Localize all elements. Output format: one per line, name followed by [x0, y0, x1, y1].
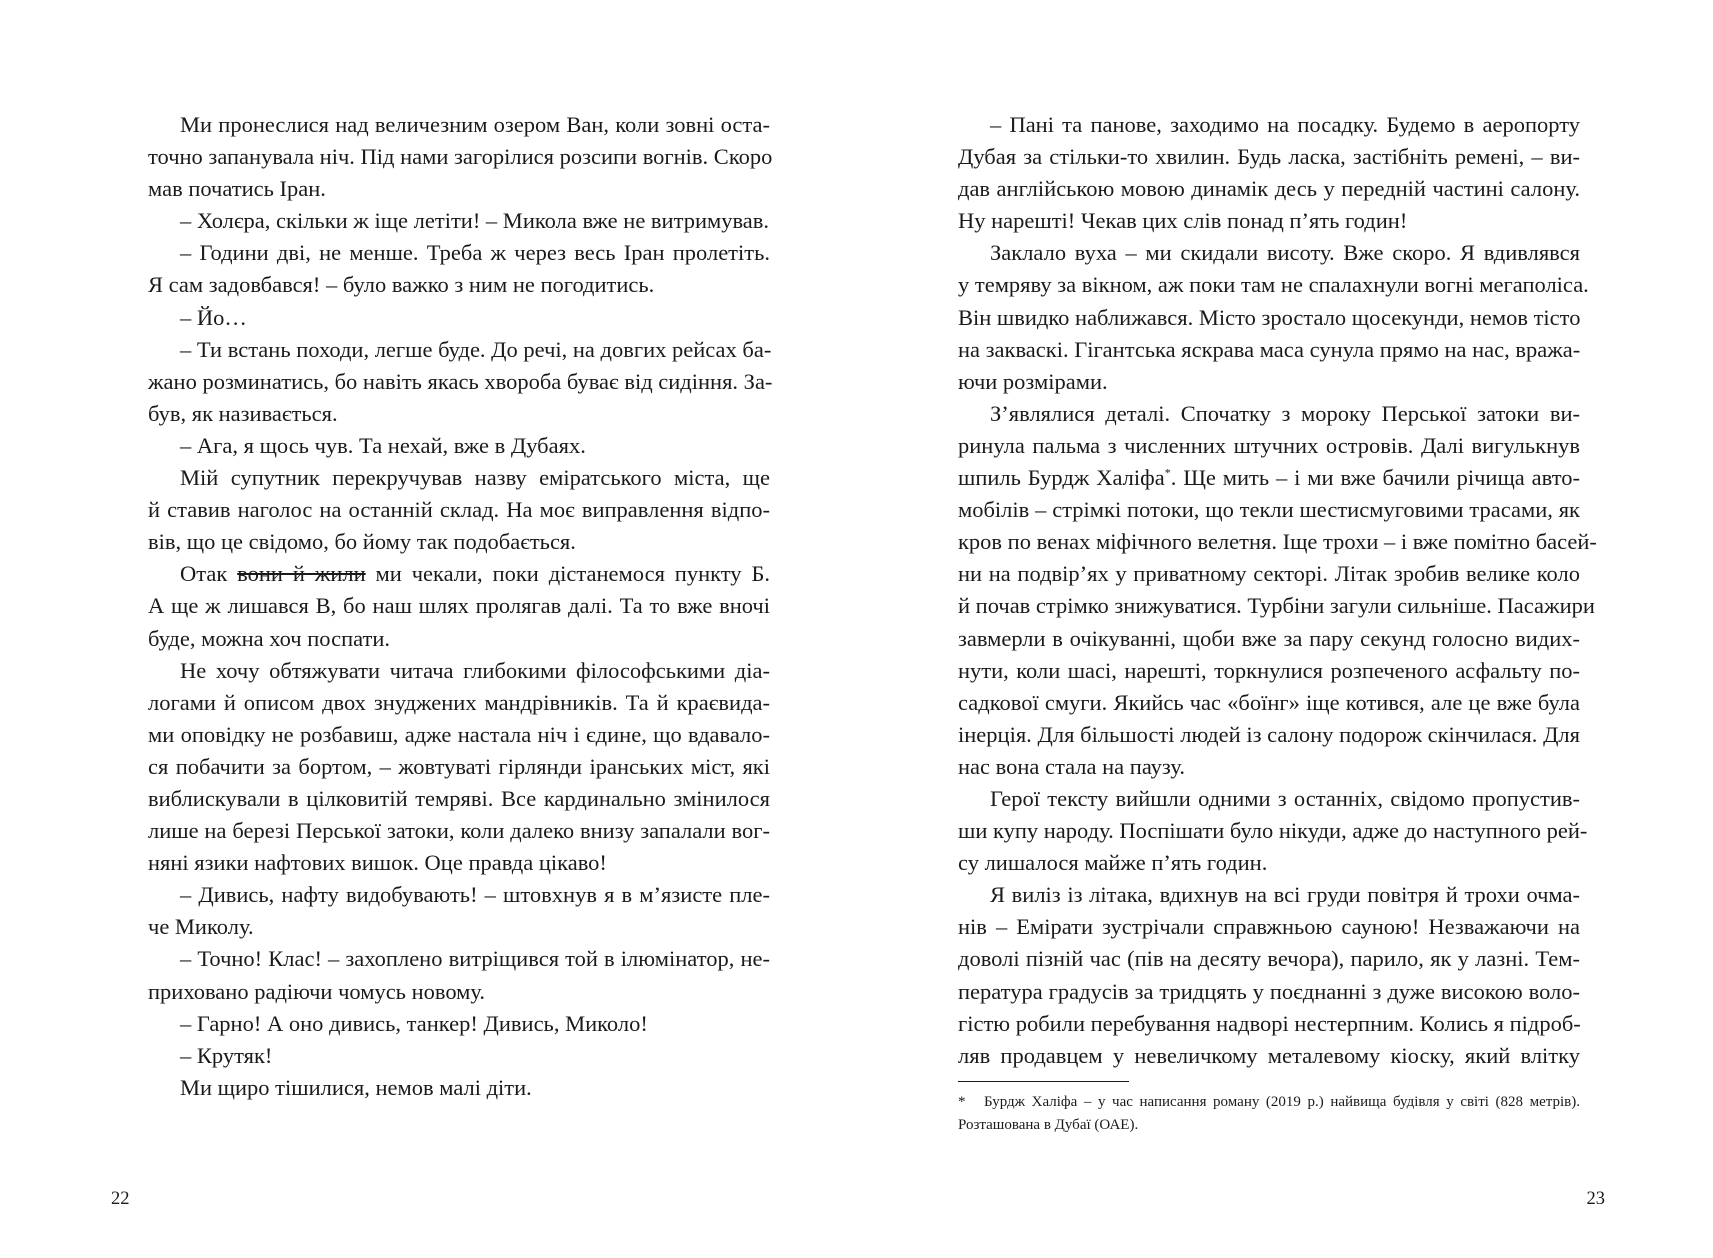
text-line: Не хочу обтяжувати читача глибокими філософськими діа-	[180, 657, 770, 683]
text-line: – Години дві, не менше. Треба ж через весь Іран пролетіть.	[180, 240, 770, 266]
footnote-marker: *	[958, 1094, 966, 1110]
line-text-before: шпиль Бурдж Халіфа	[958, 465, 1165, 491]
text-line: ся побачити за бортом, – жовтуваті гірлянди іранських міст, які	[148, 753, 770, 779]
page-number: 23	[1586, 1189, 1605, 1209]
text-line: пература градусів за тридцять у поєднанні з дуже високою воло-	[958, 978, 1580, 1004]
text-line: буде, можна хоч поспати.	[148, 625, 391, 651]
right-page-text	[958, 109, 1597, 1072]
text-line: у темряву за вікном, аж поки там не спалахнули вогні мегаполіса.	[958, 272, 1589, 298]
text-line: інерція. Для більшості людей із салону подорож скінчилася. Для	[958, 721, 1580, 747]
text-line: Ми щиро тішилися, немов малі діти.	[180, 1074, 532, 1100]
text-line: Герої тексту вийшли одними з останніх, свідомо пропустив-	[990, 785, 1580, 811]
struck-text: вони й жили	[237, 561, 366, 587]
text-line: був, як називається.	[148, 400, 338, 426]
text-line: й почав стрімко знижуватися. Турбіни загули сильніше. Пасажири	[958, 593, 1595, 619]
text-line: мав початись Іран.	[148, 176, 326, 202]
text-line: приховано радіючи чомусь новому.	[148, 978, 486, 1004]
text-line: З’являлися деталі. Спочатку з мороку Перської затоки ви-	[990, 400, 1580, 426]
footnote-text: Бурдж Халіфа – у час написання роману (2019 р.) найвища будівля у світі (828 метрів).	[984, 1094, 1580, 1110]
text-line: су лишалося майже п’ять годин.	[958, 850, 1268, 876]
page-number: 22	[111, 1189, 130, 1209]
text-line: Ми пронеслися над величезним озером Ван, коли зовні оста-	[180, 112, 770, 137]
text-line: доволі пізній час (пів на десяту вечора), парило, як у лазні. Тем-	[958, 946, 1580, 972]
text-line: садкової смуги. Якийсь час «боїнг» іще котився, але це вже була	[958, 689, 1580, 715]
text-line: гістю робили перебування надворі нестерпним. Колись я підроб-	[958, 1010, 1581, 1036]
left-page-text	[148, 109, 773, 1104]
text-line: – Гарно! А оно дивись, танкер! Дивись, Миколо!	[180, 1010, 648, 1036]
text-line: ляв продавцем у невеличкому металевому кіоску, який влітку	[958, 1042, 1580, 1068]
text-line: нути, коли шасі, нарешті, торкнулися розпеченого асфальту по-	[958, 657, 1580, 683]
text-line: виблискували в цілковитій темряві. Все кардинально змінилося	[148, 785, 770, 811]
text-line: Я сам задовбався! – було важко з ним не погодитись.	[148, 272, 655, 298]
text-line: Він швидко наближався. Місто зростало щосекунди, немов тісто	[958, 304, 1581, 330]
text-line: на закваскі. Гігантська яскрава маса сунула прямо на нас, вража-	[958, 336, 1581, 362]
text-line: – Йо…	[180, 304, 247, 330]
text-line: лише на березі Перської затоки, коли далеко внизу запалали вог-	[148, 818, 770, 844]
text-line: Ну нарешті! Чекав цих слів понад п’ять годин!	[958, 208, 1408, 234]
text-line: – Холєра, скільки ж іще летіти! – Микола вже не витримував.	[180, 208, 770, 234]
text-line: логами й описом двох знуджених мандрівників. Та й краєвида-	[148, 689, 770, 715]
text-line: мобілів – стрімкі потоки, що текли шестисмуговими трасами, як	[958, 497, 1580, 523]
text-line: завмерли в очікуванні, щоби вже за пару секунд голосно видих-	[958, 625, 1580, 651]
text-line: А ще ж лишався В, бо наш шлях пролягав далі. Та то вже вночі	[148, 593, 770, 619]
left-page	[0, 0, 856, 1258]
text-line-with-footnote-ref	[958, 462, 1580, 494]
footnote-line	[958, 1091, 1580, 1114]
text-line: – Ти встань походи, легше буде. До речі, на довгих рейсах ба-	[180, 336, 772, 362]
text-line: – Точно! Клас! – захоплено витріщився той в ілюмінатор, не-	[180, 946, 770, 972]
line-text-after: ми чекали, поки дістанемося пункту Б.	[365, 561, 770, 587]
text-line-with-strikethrough	[148, 558, 770, 590]
text-line: че Миколу.	[148, 914, 254, 940]
text-line: ни на подвір’ях у приватному секторі. Літак зробив велике коло	[958, 561, 1580, 587]
right-page	[857, 0, 1713, 1258]
text-line: – Крутяк!	[180, 1042, 273, 1068]
text-line: – Дивись, нафту видобувають! – штовхнув я в м’язисте пле-	[180, 882, 770, 908]
text-line: Дубая за стільки-то хвилин. Будь ласка, застібніть ремені, – ви-	[958, 144, 1580, 170]
text-line: ринула пальма з численних штучних островів. Далі вигулькнув	[958, 432, 1580, 458]
footnote-reference[interactable]: *	[1164, 465, 1171, 480]
text-line: ши купу народу. Поспішати було нікуди, адже до наступного рей-	[958, 818, 1588, 844]
line-text-after: . Ще мить – і ми вже бачили річища авто-	[1170, 465, 1580, 491]
text-line: Заклало вуха – ми скидали висоту. Вже скоро. Я вдивлявся	[990, 240, 1580, 266]
footnote-divider	[958, 1081, 1129, 1082]
text-line: жано розминатись, бо навіть якась хвороба буває від сидіння. За-	[148, 368, 773, 394]
text-line: ми оповідку не розбавиш, адже настала ніч і єдине, що вдавало-	[148, 721, 770, 747]
text-line: вів, що це свідомо, бо йому так подобається.	[148, 529, 576, 555]
text-line: нів – Емірати зустрічали справжньою сауною! Незважаючи на	[958, 914, 1580, 940]
footnote	[958, 1091, 1580, 1137]
text-line: – Ага, я щось чув. Та нехай, вже в Дубаях.	[180, 432, 586, 458]
text-line: няні язики нафтових вишок. Оце правда цікаво!	[148, 850, 607, 876]
footnote-line: Розташована в Дубаї (ОАЕ).	[958, 1117, 1139, 1133]
text-line: ючи розмірами.	[958, 368, 1108, 394]
text-line: дав англійською мовою динамік десь у передній частині салону.	[958, 176, 1580, 202]
text-line: кров по венах міфічного велетня. Іще трохи – і вже помітно басей-	[958, 529, 1597, 555]
text-line: – Пані та панове, заходимо на посадку. Будемо в аеропорту	[990, 112, 1580, 137]
line-text-before: Отак	[180, 561, 238, 587]
text-line: точно запанувала ніч. Під нами загорілися розсипи вогнів. Скоро	[148, 144, 773, 170]
text-line: Мій супутник перекручував назву еміратського міста, ще	[180, 465, 770, 491]
text-line: Я виліз із літака, вдихнув на всі груди повітря й трохи очма-	[990, 882, 1580, 908]
text-line: й ставив наголос на останній склад. На моє виправлення відпо-	[148, 497, 770, 523]
text-line: нас вона стала на паузу.	[958, 753, 1185, 779]
